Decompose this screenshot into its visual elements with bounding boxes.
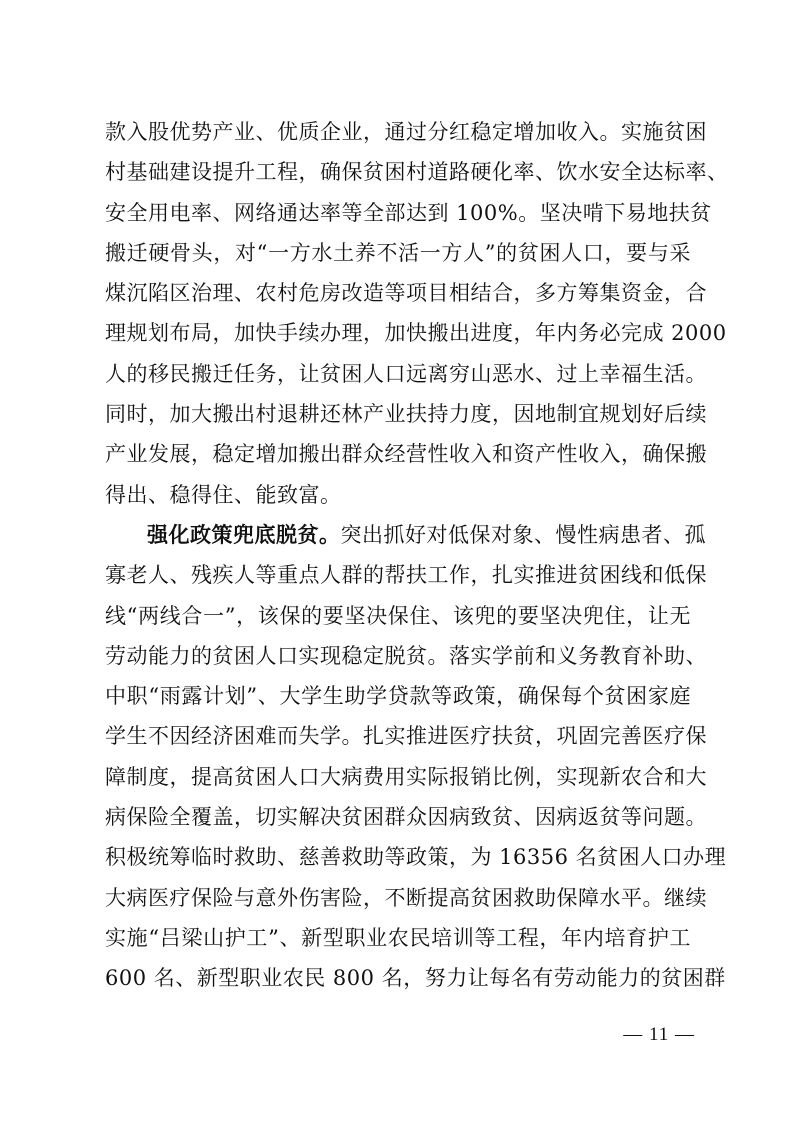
text-line: 病保险全覆盖，切实解决贫困群众因病致贫、因病返贫等问题。 xyxy=(105,805,707,830)
text-line: 600 名、新型职业农民 800 名，努力让每名有劳动能力的贫困群 xyxy=(105,966,726,991)
text-line: 产业发展，稳定增加搬出群众经营性收入和资产性收入，确保搬 xyxy=(105,442,707,467)
text-line: 积极统筹临时救助、慈善救助等政策，为 16356 名贫困人口办理 xyxy=(105,845,727,870)
text-line: 安全用电率、网络通达率等全部达到 100%。坚决啃下易地扶贫 xyxy=(105,200,712,225)
text-line: 中职“雨露计划”、大学生助学贷款等政策，确保每个贫困家庭 xyxy=(105,684,691,709)
text-line: 理规划布局，加快手续办理，加快搬出进度，年内务必完成 2000 xyxy=(105,321,727,346)
text-line: 搬迁硬骨头，对“一方水土养不活一方人”的贫困人口，要与采 xyxy=(105,240,691,265)
text-line xyxy=(105,515,706,555)
text-line: 寡老人、残疾人等重点人群的帮扶工作，扎实推进贫困线和低保 xyxy=(105,563,707,588)
text-line: 劳动能力的贫困人口实现稳定脱贫。落实学前和义务教育补助、 xyxy=(105,643,707,668)
text-line: 大病医疗保险与意外伤害险，不断提高贫困救助保障水平。继续 xyxy=(105,885,707,910)
text-line: 线“两线合一”，该保的要坚决保住、该兜的要坚决兜住，让无 xyxy=(105,603,691,628)
paragraph-relocation xyxy=(105,112,729,515)
document-body xyxy=(105,112,729,999)
text-line: 村基础建设提升工程，确保贫困村道路硬化率、饮水安全达标率、 xyxy=(105,160,729,185)
text-line: 障制度，提高贫困人口大病费用实际报销比例，实现新农合和大 xyxy=(105,764,707,789)
text-line: 实施“吕梁山护工”、新型职业农民培训等工程，年内培育护工 xyxy=(105,925,691,950)
text-line: 人的移民搬迁任务，让贫困人口远离穷山恶水、过上幸福生活。 xyxy=(105,361,707,386)
text-line: 款入股优势产业、优质企业，通过分红稳定增加收入。实施贫困 xyxy=(105,120,707,144)
text-line: 同时，加大搬出村退耕还林产业扶持力度，因地制宜规划好后续 xyxy=(105,402,707,427)
page-number: — 11 — xyxy=(623,1024,695,1045)
paragraph-heading: 强化政策兜底脱贫。 xyxy=(147,521,341,547)
text-line: 煤沉陷区治理、农村危房改造等项目相结合，多方筹集资金，合 xyxy=(105,281,707,306)
text-line: 学生不因经济困难而失学。扎实推进医疗扶贫，巩固完善医疗保 xyxy=(105,724,707,749)
paragraph-policy-support xyxy=(105,515,727,999)
text-span: 突出抓好对低保对象、慢性病患者、孤 xyxy=(340,522,706,547)
text-line: 得出、稳得住、能致富。 xyxy=(105,482,342,507)
